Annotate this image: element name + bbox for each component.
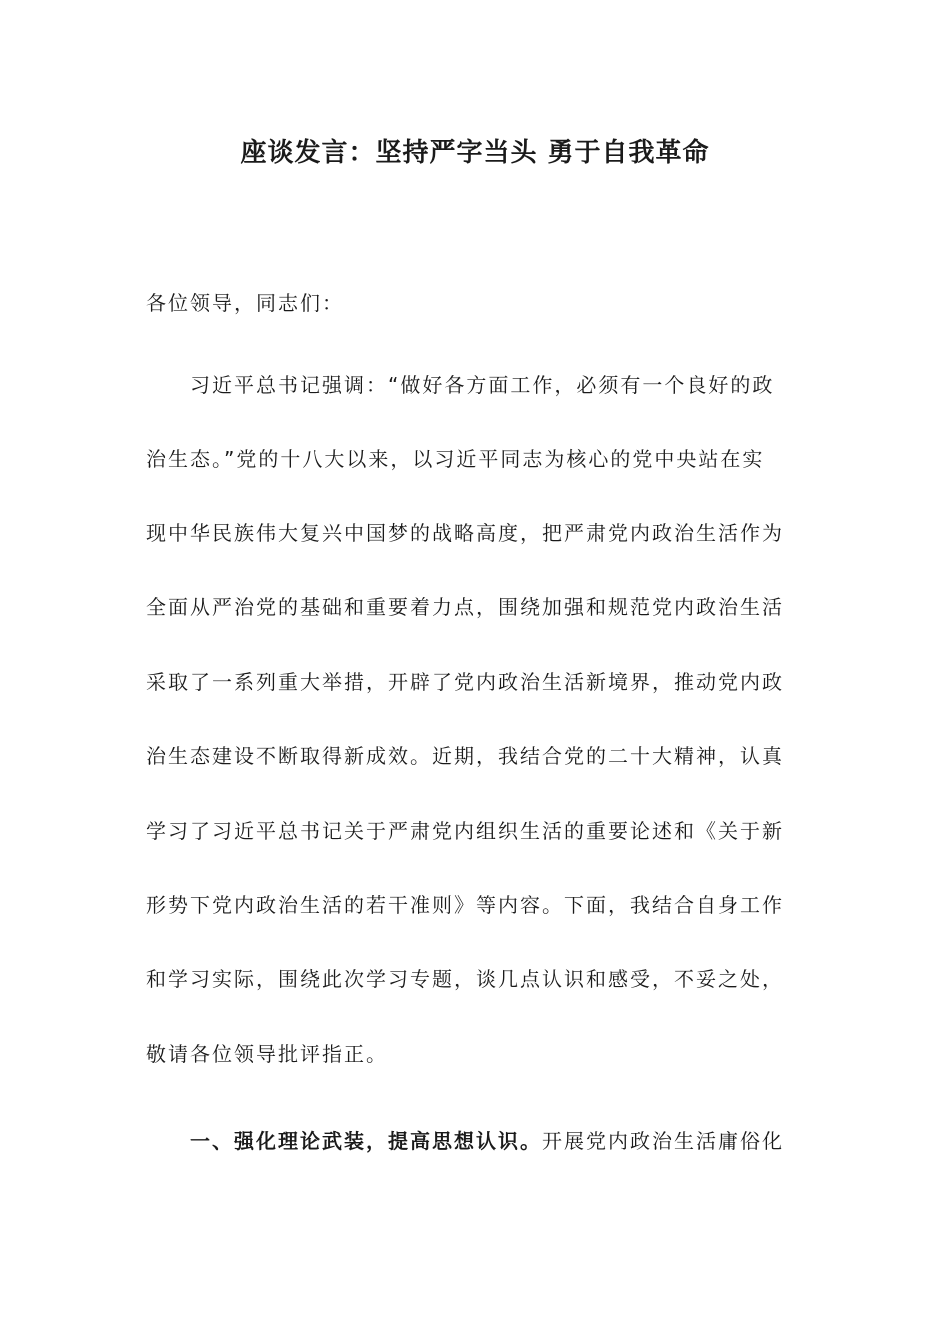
section-1-heading: 一、强化理论武装，提高思想认识。 bbox=[190, 1129, 542, 1153]
salutation: 各位领导，同志们： bbox=[146, 291, 344, 315]
paragraph-line: 采取了一系列重大举措，开辟了党内政治生活新境界，推动党内政 bbox=[146, 670, 784, 694]
section-1-paragraph bbox=[190, 1128, 806, 1154]
paragraph-line: 习近平总书记强调：“做好各方面工作，必须有一个良好的政 bbox=[190, 373, 775, 397]
paragraph-line: 治生态建设不断取得新成效。近期，我结合党的二十大精神，认真 bbox=[146, 744, 784, 768]
paragraph-line: 形势下党内政治生活的若干准则》等内容。下面，我结合自身工作 bbox=[146, 893, 784, 917]
paragraph-line: 全面从严治党的基础和重要着力点，围绕加强和规范党内政治生活 bbox=[146, 595, 784, 619]
paragraph-line: 学习了习近平总书记关于严肃党内组织生活的重要论述和《关于新 bbox=[146, 819, 784, 843]
paragraph-line: 治生态。”党的十八大以来，以习近平同志为核心的党中央站在实 bbox=[146, 447, 765, 471]
section-1-text: 开展党内政治生活庸俗化 bbox=[542, 1129, 784, 1153]
paragraph-line: 现中华民族伟大复兴中国梦的战略高度，把严肃党内政治生活作为 bbox=[146, 521, 784, 545]
document-title: 座谈发言：坚持严字当头 勇于自我革命 bbox=[240, 138, 710, 168]
paragraph-line: 敬请各位领导批评指正。 bbox=[146, 1042, 388, 1066]
paragraph-line: 和学习实际，围绕此次学习专题，谈几点认识和感受，不妥之处， bbox=[146, 967, 784, 991]
